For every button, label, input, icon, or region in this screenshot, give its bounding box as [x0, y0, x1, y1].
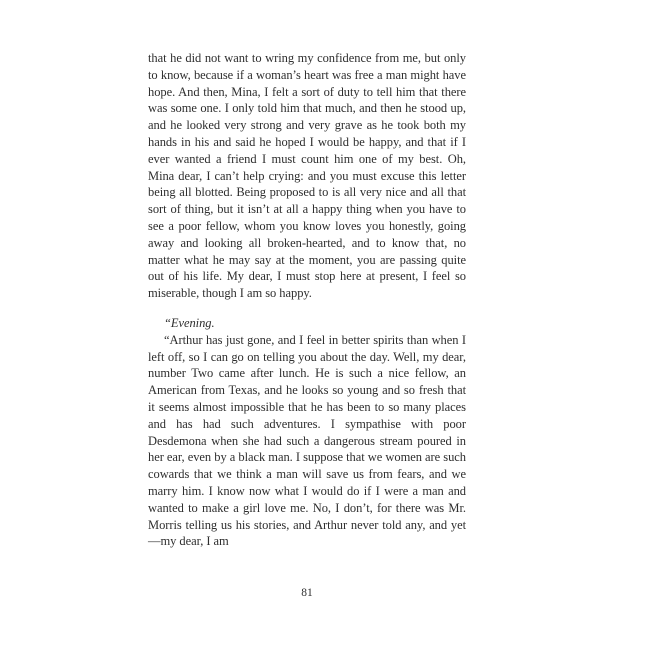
paragraph: “Arthur has just gone, and I feel in better spirits than when I left off, so I can go on telling you about the day. Well, my dear, number Two came after lunch. He is such a nice fellow, an American from Texas, and he looks so young and so fresh that it seems almost impossible that he has been to so many places and has had such adventures. I sympathise with poor Desdemona when she had such a dangerous stream poured in her ear, even by a black man. I suppose that we women are such cowards that we think a man will save us from fears, and we marry him. I know now what I would do if I were a man and wanted to make a girl love me. No, I don’t, for there was Mr. Morris telling us his stories, and Arthur never told any, and yet—my dear, I am: [148, 332, 466, 549]
paragraph: “Evening.: [164, 315, 215, 330]
paragraph: that he did not want to wring my confidence from me, but only to know, because if a woman’s heart was free a man might have hope. And then, Mina, I felt a sort of duty to tell him that there was some one. I only told him that much, and then he stood up, and he looked very strong and very grave as he took both my hands in his and said he hoped I would be happy, and that if I ever wanted a friend I must count him one of my best. Oh, Mina dear, I can’t help crying: and you must excuse this letter being all blotted. Being proposed to is all very nice and all that sort of thing, but it isn’t at all a happy thing when you have to see a poor fellow, whom you know loves you honestly, going away and looking all broken-hearted, and to know that, no matter what he may say at the moment, you are passing quite out of his life. My dear, I must stop here at present, I feel so miserable, though I am so happy.: [148, 51, 466, 301]
page-text: [148, 50, 466, 550]
page-number: 81: [301, 587, 313, 599]
